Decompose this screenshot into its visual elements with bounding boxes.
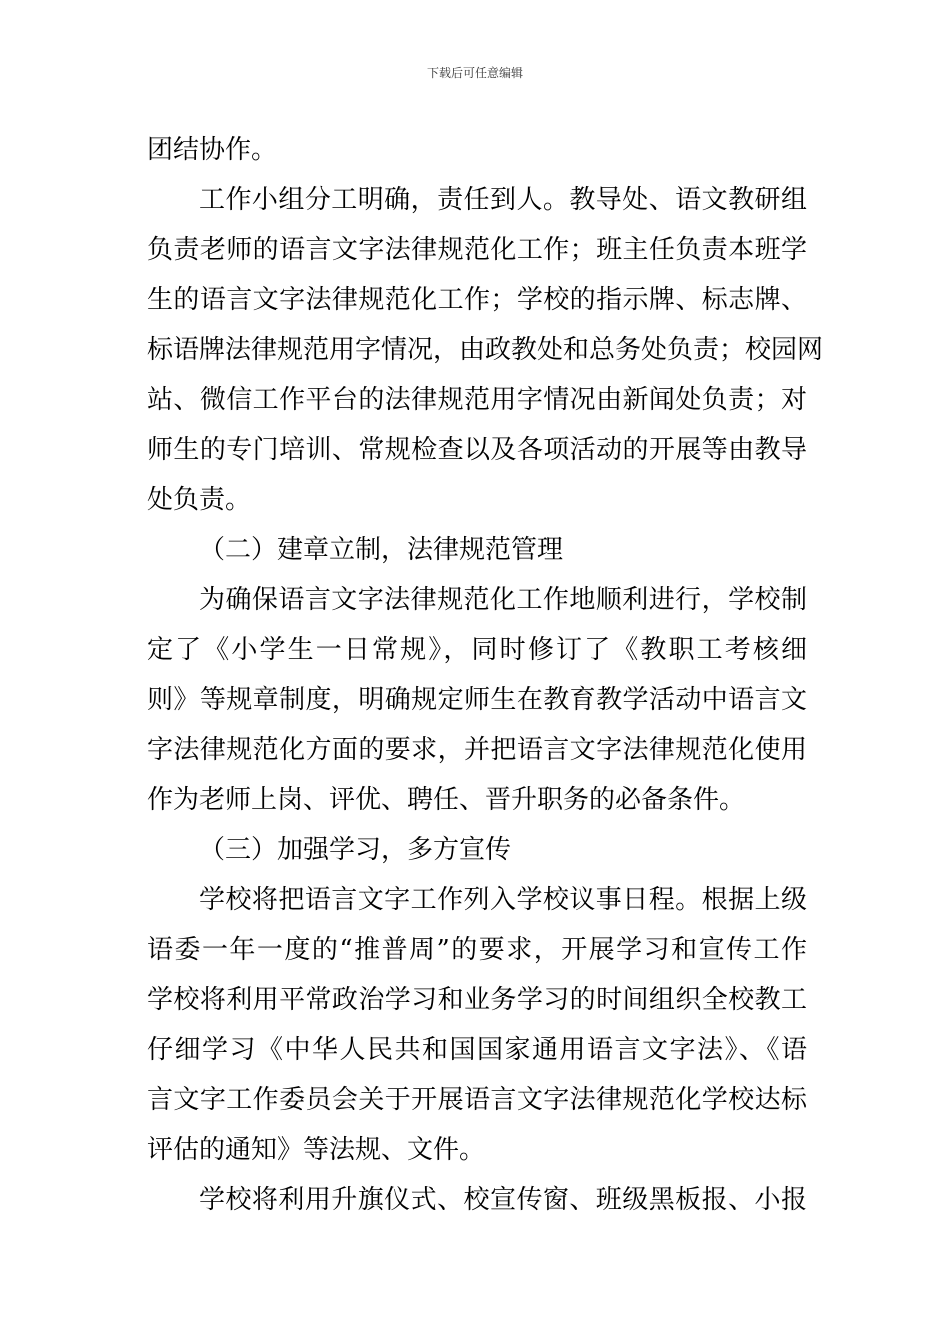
- text-line: 评估的通知》等法规、文件。: [147, 1135, 486, 1165]
- text-line: 处负责。: [147, 485, 252, 515]
- text-line: 生的语言文字法律规范化工作；学校的指示牌、标志牌、: [147, 285, 807, 315]
- text-line: 标语牌法律规范用字情况，由政教处和总务处负责；校园网: [147, 335, 824, 365]
- text-line: 作为老师上岗、评优、聘任、晋升职务的必备条件。: [147, 785, 746, 815]
- text-line: 仔细学习《中华人民共和国国家通用语言文字法》、《语: [147, 1035, 807, 1065]
- text-line: 站、微信工作平台的法律规范用字情况由新闻处负责；对: [147, 385, 807, 415]
- text-line: 字法律规范化方面的要求，并把语言文字法律规范化使用: [147, 735, 807, 765]
- document-body: [147, 125, 824, 1225]
- text-line: 学校将利用平常政治学习和业务学习的时间组织全校教工: [147, 985, 807, 1015]
- text-line: 负责老师的语言文字法律规范化工作；班主任负责本班学: [147, 235, 807, 265]
- paragraph-first-line: 学校将把语言文字工作列入学校议事日程。根据上级: [199, 885, 807, 915]
- text-line: 团结协作。: [147, 135, 278, 165]
- text-line: 言文字工作委员会关于开展语言文字法律规范化学校达标: [147, 1085, 807, 1115]
- section-heading: （二）建章立制，法律规范管理: [199, 535, 564, 565]
- section-heading: （三）加强学习，多方宣传: [199, 835, 512, 865]
- text-line: 师生的专门培训、常规检查以及各项活动的开展等由教导: [147, 435, 807, 465]
- page-header: 下载后可任意编辑: [426, 66, 523, 80]
- text-line: 定了《小学生一日常规》，同时修订了《教职工考核细: [147, 635, 807, 665]
- text-line: 语委一年一度的“推普周”的要求，开展学习和宣传工作: [147, 935, 807, 965]
- text-line: 则》等规章制度，明确规定师生在教育教学活动中语言文: [147, 685, 807, 715]
- paragraph-first-line: 工作小组分工明确，责任到人。教导处、语文教研组: [199, 185, 807, 215]
- paragraph-first-line: 学校将利用升旗仪式、校宣传窗、班级黑板报、小报: [199, 1185, 807, 1215]
- paragraph-first-line: 为确保语言文字法律规范化工作地顺利进行，学校制: [199, 585, 807, 615]
